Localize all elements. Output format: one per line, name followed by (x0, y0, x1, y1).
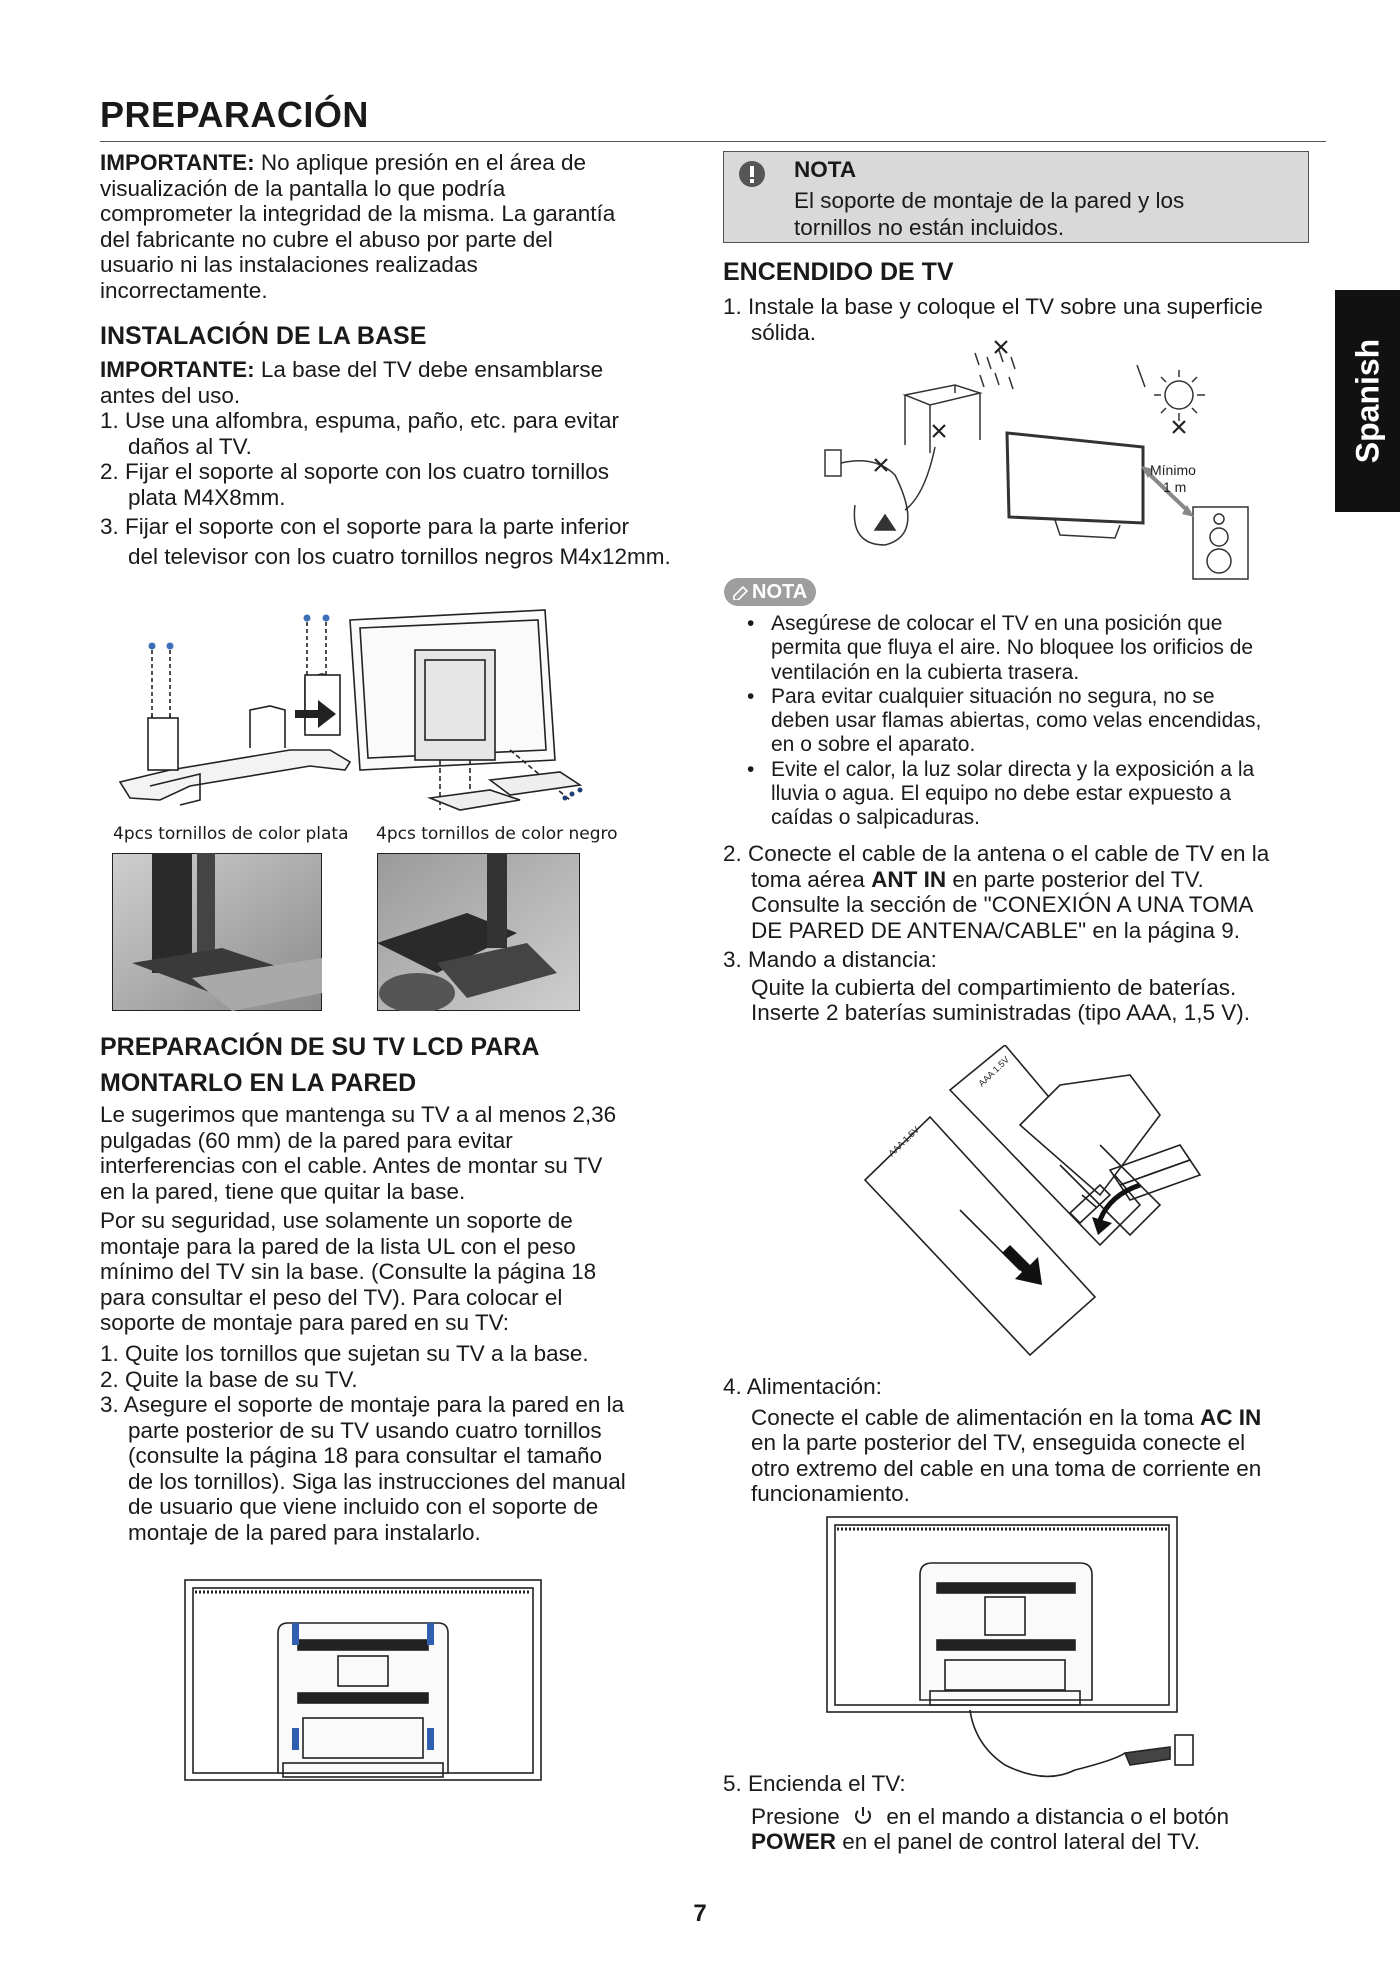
power-step1: 1. Instale la base y coloque el TV sobre una superficie sólida. (723, 294, 1263, 345)
photo-black-screws (377, 853, 580, 1011)
note-bullets (727, 612, 1337, 831)
pencil-tag-icon (732, 584, 750, 600)
note-bullet-3: • Evite el calor, la luz solar directa y la exposición a la lluvia o agua. El equipo no debe estar expuesto a caídas o salpicaduras. (727, 758, 1337, 831)
placement-diagram (815, 335, 1255, 590)
base-install-heading: INSTALACIÓN DE LA BASE (100, 322, 427, 350)
wall-mount-steps: 1. Quite los tornillos que sujetan su TV a la base. 2. Quite la base de su TV. 3. Asegure el soporte de montaje para la pared en la parte posterior de su TV usando cuatro tornillos (consulte la página 18 para consultar el tamaño de los tornillos). Siga las instrucciones del manual de usuario que viene incluido con el soporte de montaje de la pared para instalarlo. (100, 1341, 626, 1545)
wall-mount-tv-diagram (183, 1578, 545, 1793)
power-step3: 3. Mando a distancia: Quite la cubierta del compartimiento de baterías. Inserte 2 baterías suministradas (tipo AAA, 1,5 V). (723, 947, 1250, 1025)
remote-battery-diagram (860, 1045, 1260, 1375)
important-notice: IMPORTANTE: No aplique presión en el área de visualización de la pantalla lo que podría comprometer la integridad de la misma. La garantía del fabricante no cubre el abuso por parte del usuario ni las instalaciones realizadas incorrectamente. (100, 150, 616, 303)
power-step2: 2. Conecte el cable de la antena o el cable de TV en la toma aérea ANT IN en parte posterior del TV. Consulte la sección de "CONEXIÓN A UNA TOMA DE PARED DE ANTENA/CABLE" en la página 9. (723, 841, 1270, 943)
power-symbol-icon (852, 1805, 874, 1827)
power-step5: 5. Encienda el TV: Presione en el mando a distancia o el botón POWER en el panel de control lateral del TV. (723, 1771, 1230, 1854)
placement-label-1m: 1 m (1163, 479, 1187, 495)
power-step4: 4. Alimentación: Conecte el cable de alimentación en la toma AC IN en la parte posterior del TV, enseguida conecte el otro extremo del cable en una toma de corriente en funcionamiento. (723, 1374, 1262, 1506)
note-bullet-1: • Asegúrese de colocar el TV en una posición que permita que fluya el aire. No bloquee los orificios de ventilación en la cubierta trasera. (727, 612, 1337, 685)
wall-mount-para1: Le sugerimos que mantenga su TV a al menos 2,36 pulgadas (60 mm) de la pared para evitar interferencias con el cable. Antes de montar su TV en la pared, tiene que quitar la base. (100, 1102, 617, 1204)
note-box-line1: El soporte de montaje de la pared y los (794, 188, 1185, 213)
caption-black-screws: 4pcs tornillos de color negro (376, 824, 618, 844)
svg-text:AAA 1.5V: AAA 1.5V (976, 1054, 1012, 1089)
photo-silver-screws (112, 853, 322, 1011)
wall-mount-para2: Por su seguridad, use solamente un soporte de montaje para la pared de la lista UL con el peso mínimo del TV sin la base. (Consulte la página 18 para consultar el peso del TV). Para colocar el soporte de montaje para pared en su TV: (100, 1208, 597, 1335)
caption-silver-screws: 4pcs tornillos de color plata (113, 824, 349, 844)
note-bullet-2: • Para evitar cualquier situación no segura, no se deben usar flamas abiertas, como velas encendidas, en o sobre el aparato. (727, 685, 1337, 758)
svg-text:AAA 1.5V: AAA 1.5V (886, 1124, 922, 1159)
title-divider (100, 141, 1326, 142)
power-connection-diagram (825, 1515, 1205, 1805)
side-tab-label: Spanish (1349, 338, 1385, 464)
page-number: 7 (693, 1900, 707, 1927)
wall-mount-heading: PREPARACIÓN DE SU TV LCD PARA MONTARLO EN LA PARED (100, 1033, 540, 1097)
base-assembly-diagram (110, 600, 610, 815)
note-badge: NOTA (724, 578, 816, 606)
base-install-text: IMPORTANTE: La base del TV debe ensamblarse antes del uso. 1. Use una alfombra, espuma, paño, etc. para evitar daños al TV. 2. Fijar el soporte al soporte con los cuatro tornillos plata M4X8mm. 3. Fijar el soporte con el soporte para la parte inferior del televisor con los cuatro tornillos negros M4x12mm. (100, 357, 671, 569)
note-box-line2: tornillos no están incluidos. (794, 215, 1065, 240)
important-label: IMPORTANTE: (100, 150, 255, 175)
exclamation-circle-icon (738, 160, 766, 188)
page-title: PREPARACIÓN (100, 94, 369, 135)
note-box-label: NOTA (794, 157, 857, 182)
note-box (723, 151, 1309, 243)
placement-label-minimo: Mínimo (1150, 462, 1196, 478)
power-on-heading: ENCENDIDO DE TV (723, 258, 954, 286)
language-side-tab (1335, 290, 1400, 512)
